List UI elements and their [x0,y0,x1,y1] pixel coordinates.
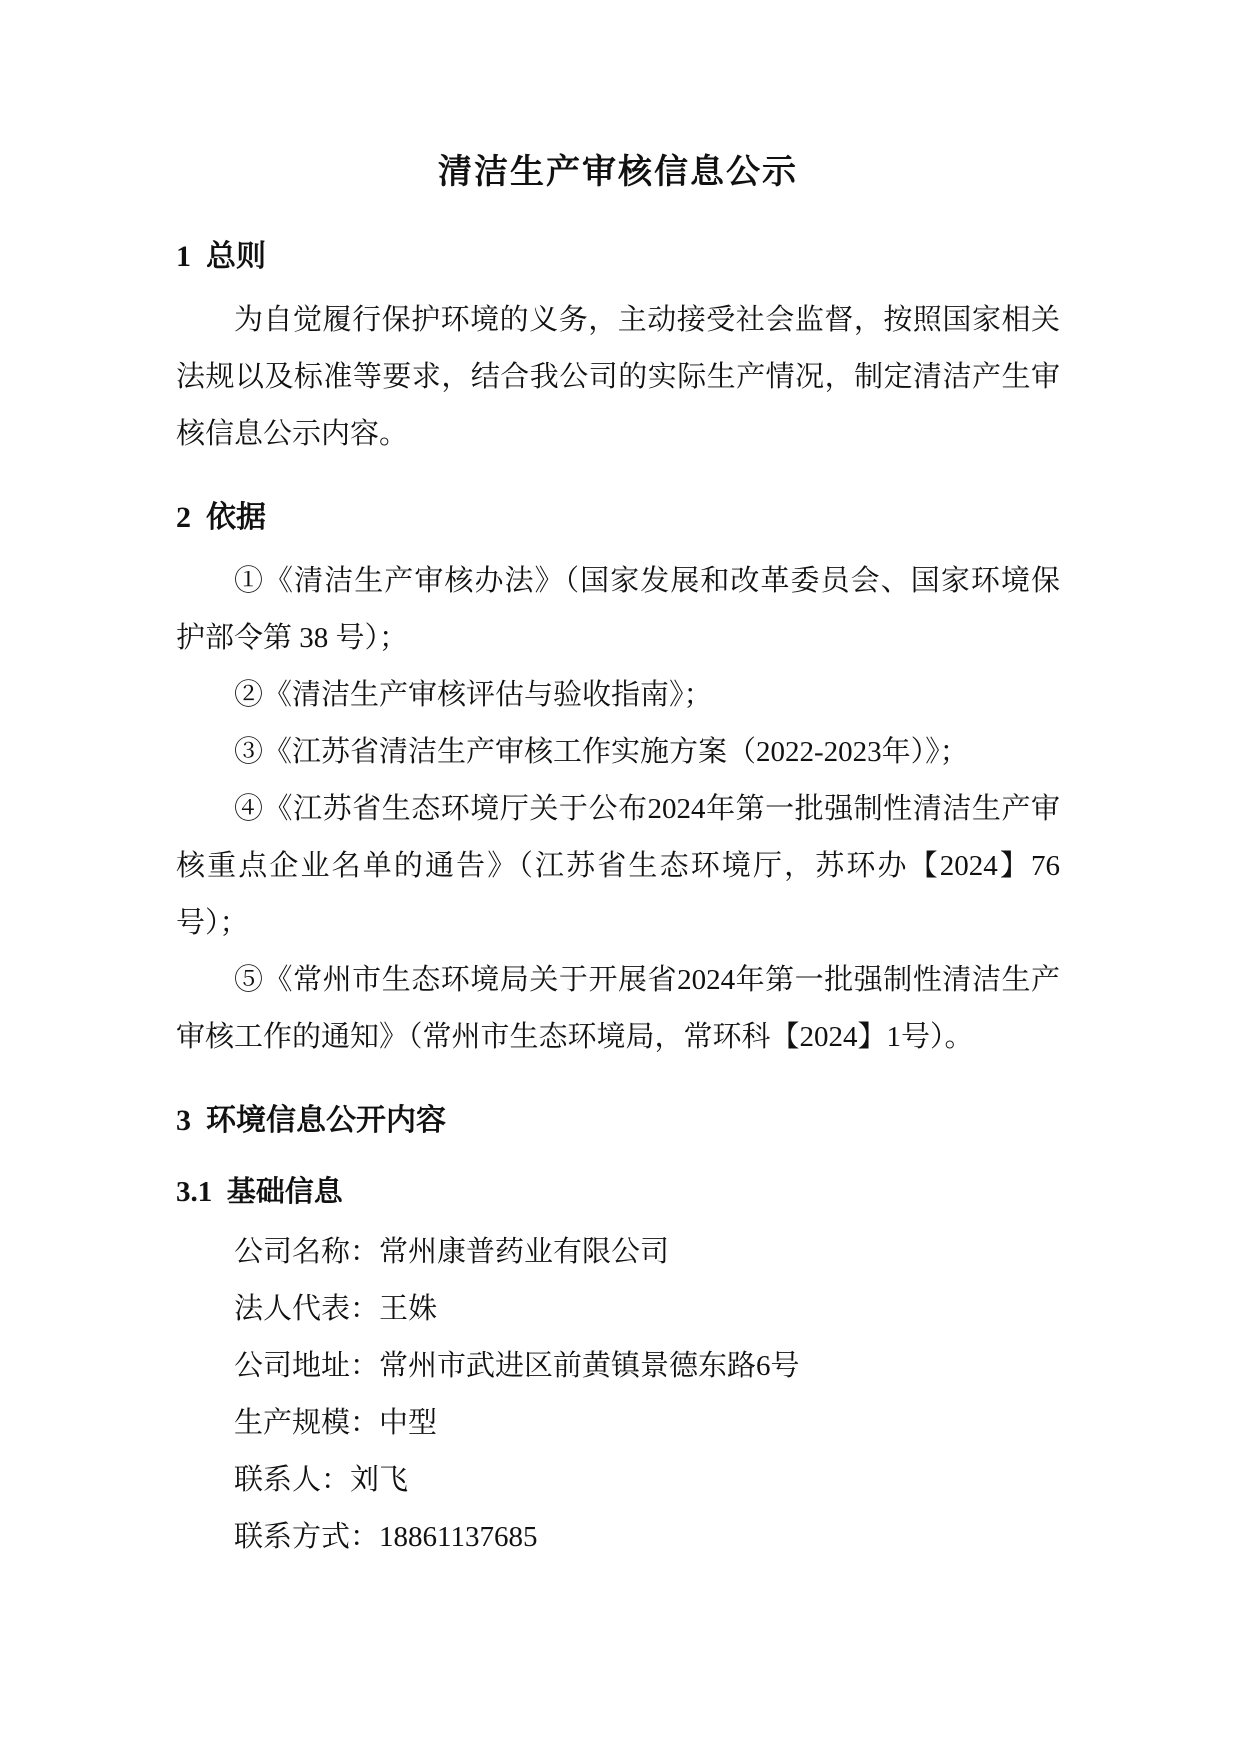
contact-phone-value: 18861137685 [379,1521,538,1553]
contact-person-label: 联系人： [234,1464,351,1496]
basis-item-1: ①《清洁生产审核办法》（国家发展和改革委员会、国家环境保护部令第 38 号）； [176,565,1060,654]
info-line-contact-phone [176,1509,1060,1566]
basis-item-4: ④《江苏省生态环境厅关于公布2024年第一批强制性清洁生产审核重点企业名单的通告》（江苏省生态环境厅，苏环办【2024】76号）； [176,793,1060,939]
document-content [176,0,1060,1566]
basis-item-3: ③《江苏省清洁生产审核工作实施方案（2022-2023年）》； [234,736,969,768]
info-line-legal-representative [176,1281,1060,1338]
info-line-company-address [176,1338,1060,1395]
company-name-value: 常州康普药业有限公司 [379,1236,670,1268]
basis-item-2: ②《清洁生产审核评估与验收指南》； [234,679,713,711]
basis-item-5: ⑤《常州市生态环境局关于开展省2024年第一批强制性清洁生产审核工作的通知》（常州市生态环境局，常环科【2024】1号）。 [176,964,1060,1053]
info-line-company-name [176,1224,1060,1281]
company-name-label: 公司名称： [234,1236,380,1268]
info-line-production-scale [176,1395,1060,1452]
legal-representative-label: 法人代表： [234,1293,380,1325]
contact-person-value: 刘飞 [350,1464,409,1496]
contact-phone-label: 联系方式： [234,1521,380,1553]
section-1-heading: 1 总则 [176,240,266,273]
section-2-heading: 2 依据 [176,501,266,534]
info-line-contact-person [176,1452,1060,1509]
production-scale-value: 中型 [379,1407,438,1439]
legal-representative-value: 王姝 [379,1293,438,1325]
section-1-paragraph: 为自觉履行保护环境的义务，主动接受社会监督，按照国家相关法规以及标准等要求，结合我公司的实际生产情况，制定清洁产生审核信息公示内容。 [176,304,1060,450]
company-address-value: 常州市武进区前黄镇景德东路6号 [379,1350,800,1382]
company-address-label: 公司地址： [234,1350,380,1382]
section-3-heading: 3 环境信息公开内容 [176,1104,446,1137]
document-title: 清洁生产审核信息公示 [438,153,798,191]
production-scale-label: 生产规模： [234,1407,380,1439]
subsection-3-1-heading: 3.1 基础信息 [176,1176,343,1208]
